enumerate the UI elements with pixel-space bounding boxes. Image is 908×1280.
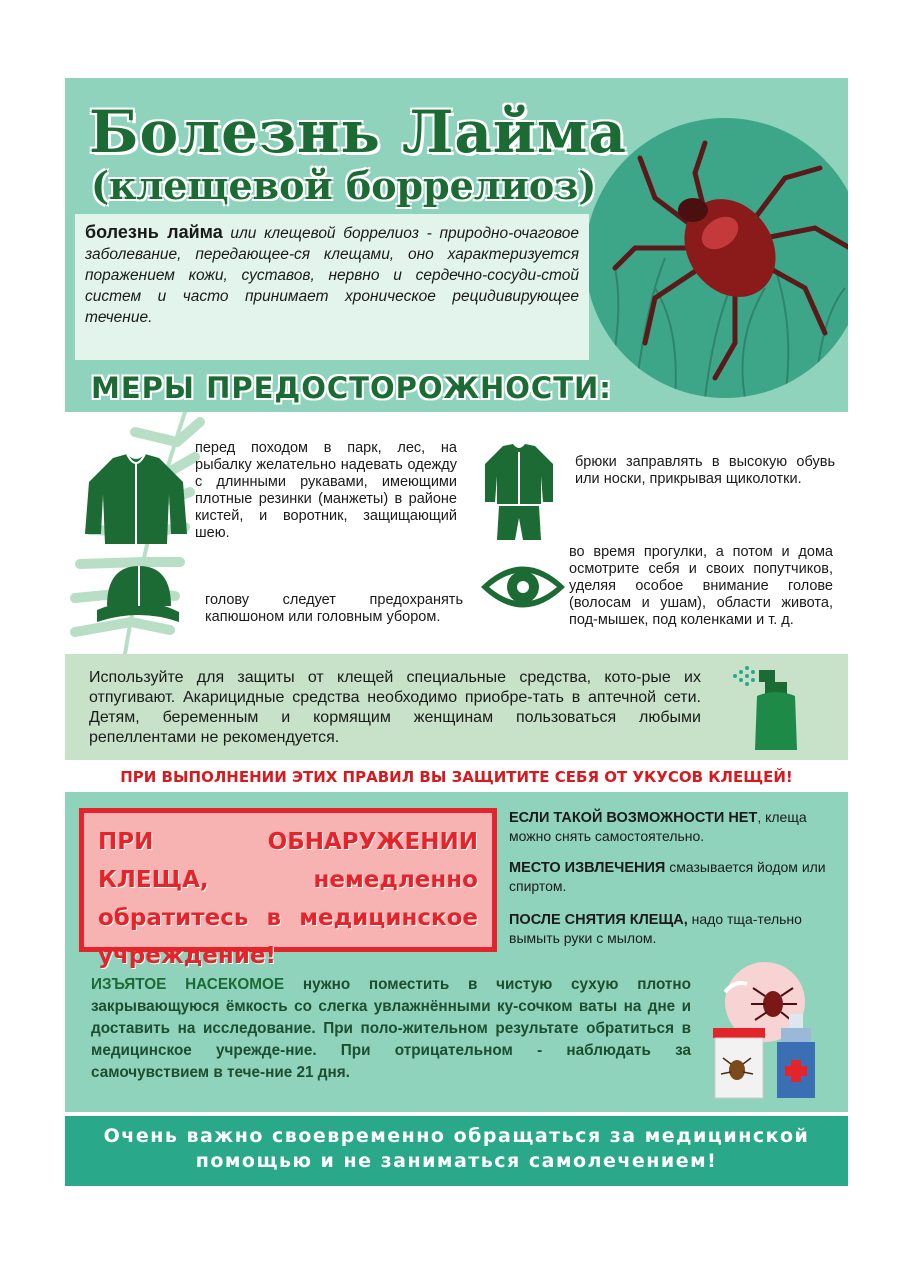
cap-icon: [95, 562, 181, 628]
note-extraction-site: [509, 858, 835, 895]
jar-icon: [713, 1028, 765, 1098]
intro-lead: болезнь лайма: [85, 222, 223, 242]
page-subtitle: (клещевой боррелиоз): [91, 163, 597, 208]
intro-box: [75, 214, 589, 360]
item-trousers-text: брюки заправлять в высокую обувь или носки, прикрывая щиколотки.: [575, 454, 835, 487]
note-after-removal-text: надо тща-тельно вымыть руки с мылом.: [509, 911, 802, 946]
precautions-section: [65, 412, 848, 654]
insect-lead: ИЗЪЯТОЕ НАСЕКОМОЕ: [91, 976, 285, 993]
jacket-icon: [83, 454, 189, 546]
note-no-option-lead: ЕСЛИ ТАКОЙ ВОЗМОЖНОСТИ НЕТ: [509, 810, 758, 826]
note-extraction-lead: МЕСТО ИЗВЛЕЧЕНИЯ: [509, 860, 666, 876]
item-head-text: голову следует предохранять капюшоном или головным убором.: [205, 592, 463, 625]
repellent-text: Используйте для защиты от клещей специальные средства, кото-рые их отпугивают. Акарицидные средства необходимо приобре-тать в аптечной сети. Детям, беременным и кормящим женщинам пользоваться любыми репеллентами не рекомендуется.: [89, 669, 701, 746]
note-no-option: [509, 808, 835, 845]
note-after-removal: [509, 910, 835, 947]
item-inspect-text: во время прогулки, а потом и дома осмотрите себя и своих попутчиков, уделяя особое внимание голове (волосам и ушам), области живота, под-мышек, под коленками и т. д.: [569, 544, 833, 628]
lab-kit-illustration: [705, 962, 825, 1102]
rules-warning: ПРИ ВЫПОЛНЕНИИ ЭТИХ ПРАВИЛ ВЫ ЗАЩИТИТЕ СЕБЯ ОТ УКУСОВ КЛЕЩЕЙ!: [120, 768, 793, 786]
alert-box: ПРИ ОБНАРУЖЕНИИ КЛЕЩА, немедленно обратитесь в медицинское учреждение!: [79, 808, 497, 952]
spray-icon: [731, 662, 811, 752]
note-no-option-text: , клеща можно снять самостоятельно.: [509, 809, 807, 844]
header-section: [65, 78, 848, 412]
page-title: Болезнь Лайма: [89, 98, 627, 166]
note-after-removal-lead: ПОСЛЕ СНЯТИЯ КЛЕЩА,: [509, 912, 688, 928]
removal-section: [65, 792, 848, 1112]
footer-line-2: помощью и не заниматься самолечением!: [195, 1150, 718, 1172]
item-clothes-text: перед походом в парк, лес, на рыбалку желательно надевать одежду с длинными рукавами, имеющими плотные резинки (манжеты) в районе кистей, и воротник, защищающий шею.: [195, 440, 457, 541]
measures-heading: МЕРЫ ПРЕДОСТОРОЖНОСТИ:: [91, 371, 612, 405]
repellent-section: [65, 654, 848, 760]
insect-instructions: [91, 974, 691, 1084]
suit-icon: [483, 444, 555, 542]
insect-text: нужно поместить в чистую сухую плотно закрывающуюся ёмкость со слегка увлажнёнными ку-сочком ваты на дне и доставить на исследование. При поло-жительном результате обратиться в медицинское учрежде-ние. При отрицательном - наблюдать за самочувствием в тече-ние 21 дня.: [91, 976, 691, 1081]
note-extraction-text: смазывается йодом или спиртом.: [509, 859, 826, 894]
footer-banner: [65, 1116, 848, 1186]
footer-line-1: Очень важно своевременно обращаться за медицинской: [103, 1125, 810, 1147]
intro-text: или клещевой боррелиоз - природно-очаговое заболевание, передающее-ся клещами, оно характеризуется поражением кожи, суставов, нервно и сердечно-сосуди-стой систем и часто принимает хроническое рецидивирующее течение.: [85, 225, 579, 326]
eye-icon: [479, 560, 567, 614]
poster: [65, 78, 848, 1186]
footer-message: [65, 1124, 848, 1174]
